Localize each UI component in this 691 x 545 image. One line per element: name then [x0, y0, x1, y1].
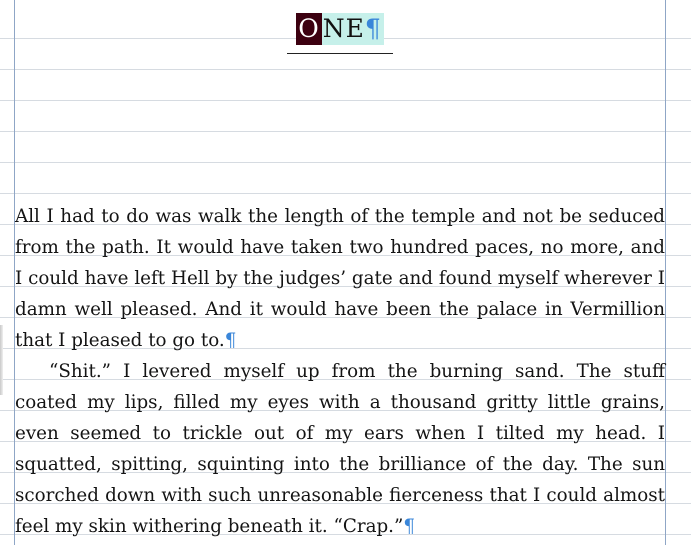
pilcrow-icon: ¶ — [224, 330, 237, 351]
paragraph-1[interactable] — [15, 201, 665, 356]
paragraph-1-text: All I had to do was walk the length of the temple and not be seduced from the path. It would have taken two hundred paces, no more, and I could have left Hell by the judges’ gate and found myself wherever I damn well pleased. And it would have been the palace in Vermillion that I pleased to go to. — [15, 206, 665, 351]
chapter-heading[interactable] — [287, 10, 393, 54]
selected-first-letter[interactable]: O — [298, 14, 320, 43]
right-margin-guide — [665, 0, 666, 545]
heading-rest-text: NE — [322, 14, 365, 43]
pilcrow-icon: ¶ — [403, 516, 415, 537]
paragraph-2-text: “Shit.” I levered myself up from the burning sand. The stuff coated my lips, filled my eyes with a thousand gritty little grains, even seemed to trickle out of my ears when I tilted my head. I squatted, spitting, squinting into the brilliance of the day. The sun scorched down with such unreasonable fierceness that I could almost feel my skin withering beneath it. “Crap.” — [15, 361, 665, 537]
pilcrow-icon: ¶ — [364, 14, 382, 43]
paragraph-2[interactable] — [15, 356, 665, 542]
window-edge-sliver — [0, 325, 3, 395]
chapter-heading-text[interactable] — [296, 13, 384, 45]
document-body[interactable] — [15, 201, 665, 542]
highlighted-heading-rest[interactable] — [322, 13, 384, 45]
